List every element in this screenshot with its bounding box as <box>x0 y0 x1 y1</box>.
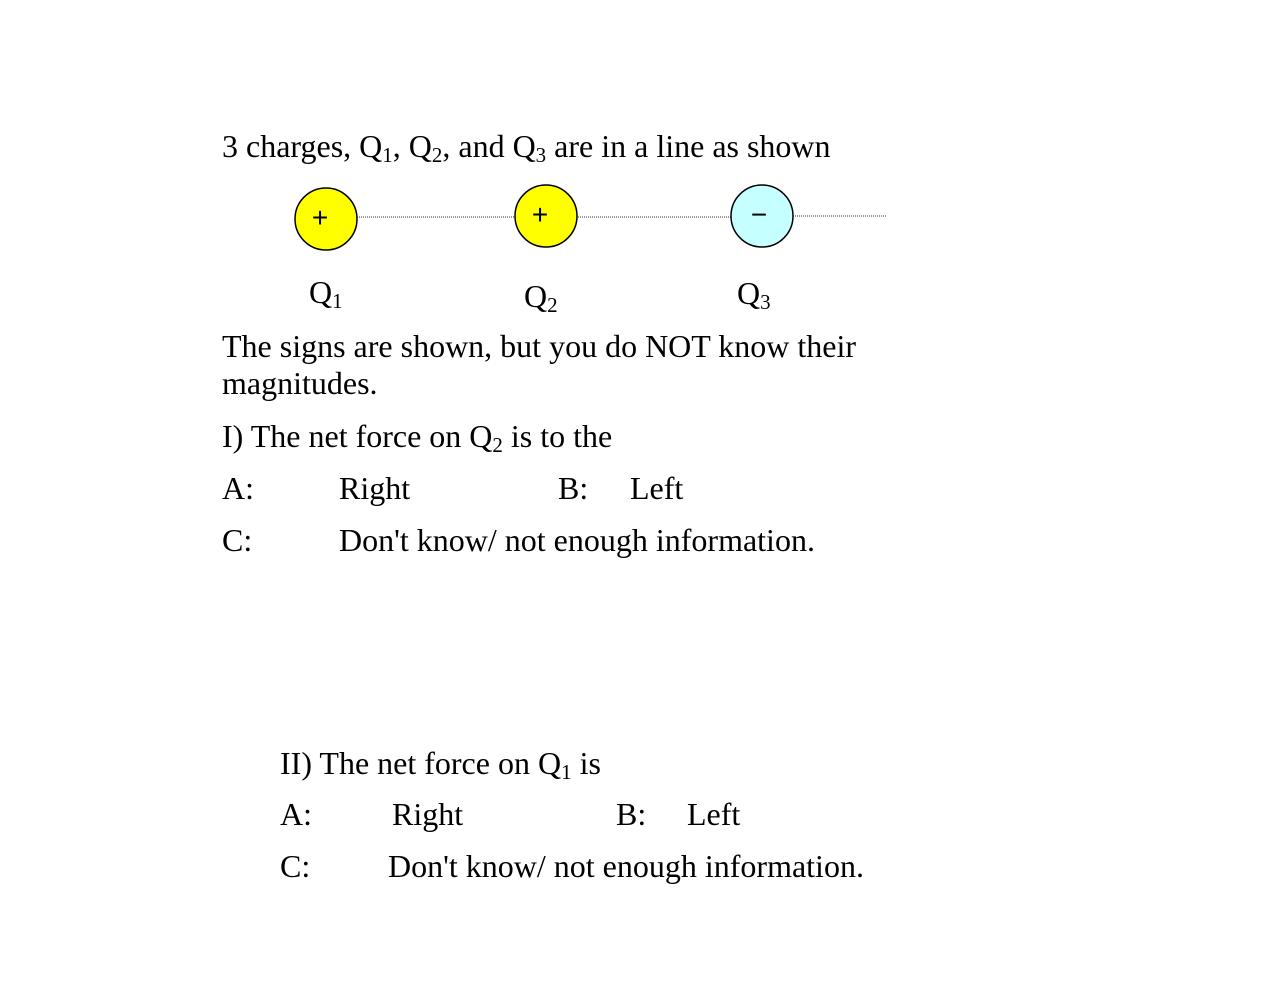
question1-option-b-value: Left <box>630 470 684 506</box>
question2-prompt: II) The net force on $Q_1$ is <box>280 745 601 784</box>
charge-q2-sign: + <box>531 199 549 230</box>
signs-text-line1: The signs are shown, but you do NOT know their <box>222 328 856 364</box>
question1-option-b-key: B: <box>558 470 589 506</box>
question1-option-a-key: A: <box>222 470 254 506</box>
charge-q1-sign: + <box>311 202 329 233</box>
question1-option-a-value: Right <box>339 470 411 506</box>
question2-option-c-value: Don't know/ not enough information. <box>388 848 864 884</box>
question1-prompt: I) The net force on $Q_2$ is to the <box>222 418 613 457</box>
label-q2: $Q_2$ <box>524 278 558 317</box>
signs-text-line2: magnitudes. <box>222 365 378 401</box>
question2-option-b-value: Left <box>687 796 741 832</box>
question1-option-c-key: C: <box>222 522 253 558</box>
question2-option-a-key: A: <box>280 796 312 832</box>
label-q1: $Q_1$ <box>309 274 343 313</box>
question2-option-b-key: B: <box>616 796 647 832</box>
question1-option-c-value: Don't know/ not enough information. <box>339 522 815 558</box>
question2-option-a-value: Right <box>392 796 464 832</box>
charge-diagram <box>0 0 1280 320</box>
intro-text: 3 charges, $Q_1$, $Q_2$, and $Q_3$ are in a line as shown <box>222 128 831 167</box>
question2-option-c-key: C: <box>280 848 311 884</box>
label-q3: $Q_3$ <box>737 275 771 314</box>
charge-q3-sign: − <box>750 199 768 230</box>
